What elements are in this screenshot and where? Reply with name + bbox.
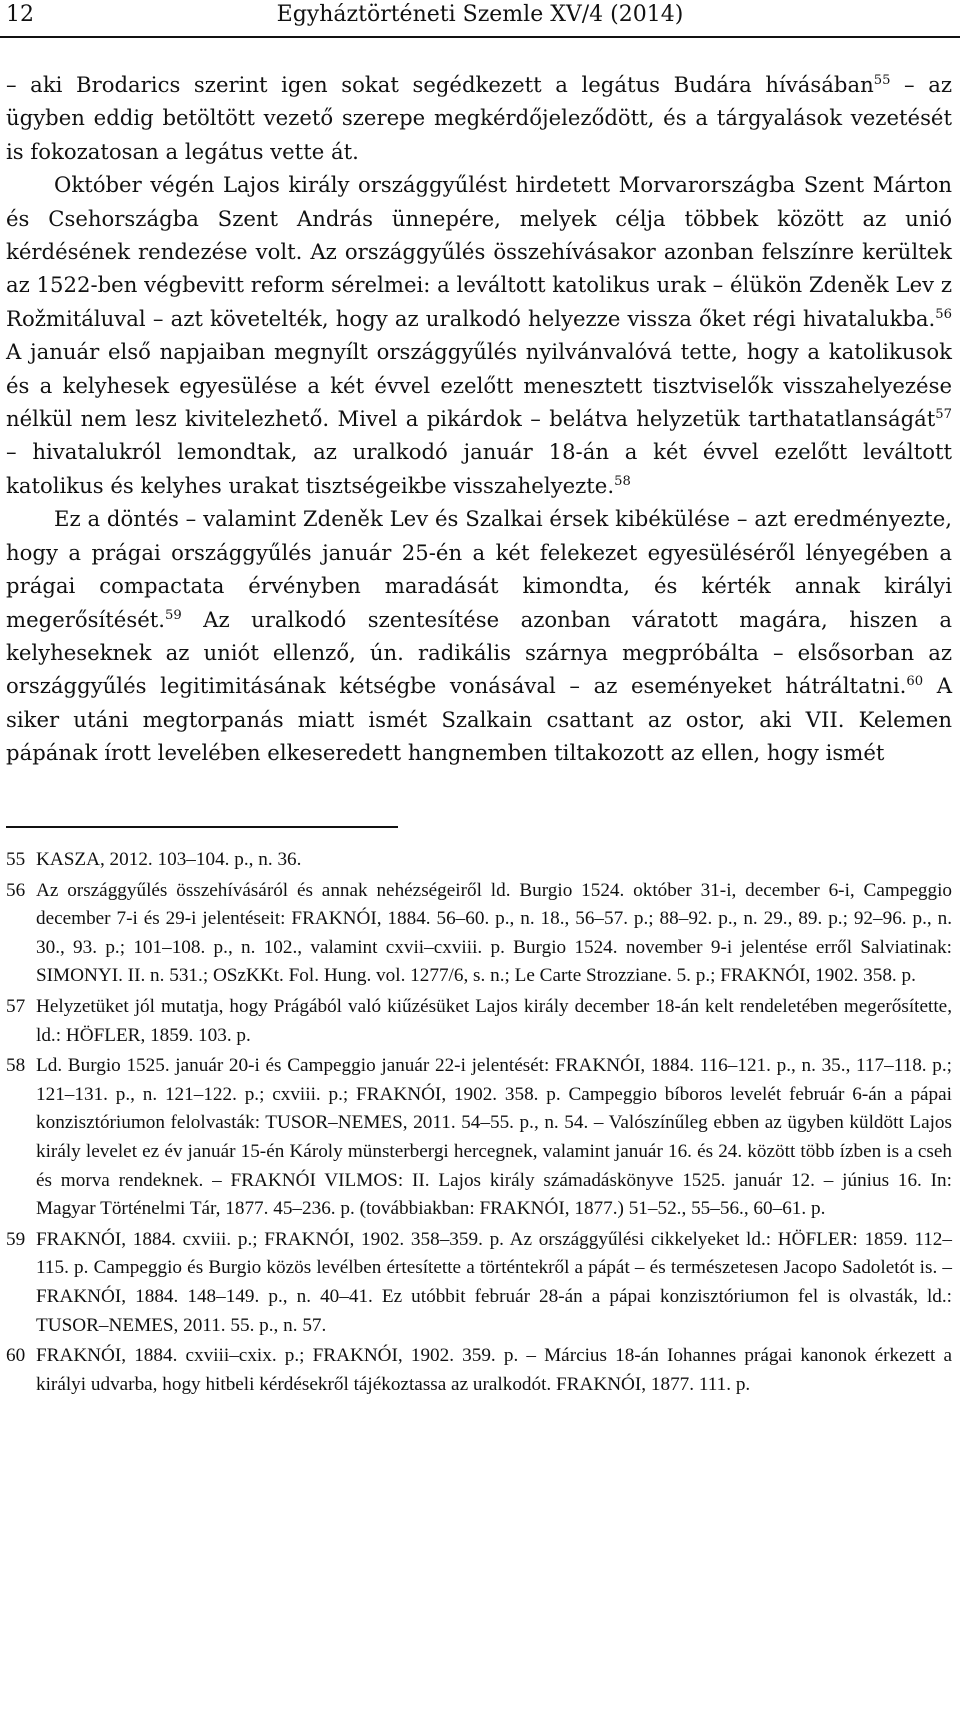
text-run: – az ügyben eddig betöltött vezető szerepe megkérdőjeleződött, és a tárgyalások vezetését is fokozatosan a legátus vette át. [6,72,953,164]
footnote-text: KASZA, 2012. 103–104. p., n. 36. [36,849,302,870]
text-run: – aki Brodarics szerint igen sokat segédkezett a legátus Budára hívásában [6,72,874,97]
header-rule [0,36,960,38]
footnote-ref-56[interactable]: 56 [935,306,952,322]
footnote-number: 59 [6,1228,26,1250]
footnote-number: 60 [6,1345,26,1367]
text-run: Ez a döntés – valamint Zdeněk Lev és Szalkai érsek kibékülése – azt eredményezte, hogy a prágai országgyűlés január 25-én a két felekezet egyesüléséről lényegében a prágai compactata érvényben maradását kimondta, és kérték annak királyi megerősítését. [6,506,952,632]
footnote-number: 55 [6,849,26,870]
main-text [6,68,952,770]
footnote-number: 57 [6,995,26,1017]
text-run: A siker utáni megtorpanás miatt ismét Szalkain csattant az ostor, aki VII. Kelemen pápának írott levelében elkeseredett hangnemben tiltakozott az ellen, hogy ismét [6,673,952,766]
footnote-item [6,1342,952,1399]
footnote-item [6,846,952,875]
text-run: – hivatalukról lemondtak, az uralkodó január 18-án a két évvel ezelőtt leváltott katolikus és kelyhes urakat tisztségeikbe visszahelyezte. [6,439,952,498]
footnote-rule [6,826,398,828]
footnote-ref-60[interactable]: 60 [906,674,924,690]
footnote-ref-58[interactable]: 58 [614,473,631,489]
footnote-text: Ld. Burgio 1525. január 20-i és Campeggio január 22-i jelentését: FRAKNÓI, 1884. 116–121. p., n. 35., 117–118. p.; 121–131. p., n. 121–122. p.; cxviii. p.; FRAKNÓI, 1902. 358. p. Campeggio bíboros levelét február 6-án a pápai konzisztóriumon felolvasták: TUSOR–NEMES, 2011. 54–55. p., n. 54. – Valószínűleg ebben az ügyben küldött Lajos király levelet ez év január 15-én Károly münsterbergi hercegnek, valamint január 16. és 24. között több ízben is a cseh és morva rendeknek. – FRAKNÓI VILMOS: II. Lajos király számadáskönyve 1525. január 12. – június 16. In: Magyar Történelmi Tár, 1877. 45–236. p. (továbbiakban: FRAKNÓI, 1877.) 51–52., 55–56., 60–61. p. [36,1055,952,1220]
journal-title: Egyháztörténeti Szemle XV/4 (2014) [276,2,684,27]
footnote-text: Az országgyűlés összehívásáról és annak nehézségeiről ld. Burgio 1524. október 31-i, december 6-i, Campeggio december 7-i és 29-i jelentéseit: FRAKNÓI, 1884. 56–60. p., n. 18., 56–57. p.; 88–92. p., n. 29., 89. p.; 92–96. p., n. 30., 93. p.; 101–108. p., n. 102., valamint cxvii–cxviii. p. Burgio 1524. november 9-i jelentése erről Salviatinak: SIMONYI. II. n. 531.; OSzKKt. Fol. Hung. vol. 1277/6, s. n.; Le Carte Strozziane. 5. p.; FRAKNÓI, 1902. 358. p. [36,879,952,987]
running-header [0,0,960,40]
footnote-item [6,993,952,1050]
footnote-ref-59[interactable]: 59 [164,607,182,623]
paragraph [6,168,952,502]
footnote-item [6,1052,952,1224]
footnote-ref-55[interactable]: 55 [873,72,891,88]
paragraph-continued [6,68,952,168]
text-run: Az uralkodó szentesítése azonban váratott magára, hiszen a kelyheseknek az uniót ellenző, ún. radikális szárnya megpróbálta – elsősorban az országgyűlés legitimitásának kétségbe vonásával – az eseményeket hátráltatni. [6,606,952,699]
footnote-text: FRAKNÓI, 1884. cxviii–cxix. p.; FRAKNÓI, 1902. 359. p. – Március 18-án Iohannes prágai kanonok érkezett a királyi udvarba, hogy hitbeli kérdésekről tájékoztassa az uralkodót. FRAKNÓI, 1877. 111. p. [36,1345,952,1395]
footnote-item [6,1226,952,1340]
footnote-item [6,877,952,991]
footnotes [6,846,952,1401]
text-run: A január első napjaiban megnyílt országgyűlés nyilvánvalóvá tette, hogy a katolikusok és a kelyhesek egyesülése a két évvel ezelőtt menesztett tisztviselők visszahelyezése nélkül nem lesz kivitelezhető. Mivel a pikárdok – belátva helyzetük tarthatatlanságát [6,339,952,432]
footnote-ref-57[interactable]: 57 [935,406,952,422]
footnote-number: 58 [6,1055,26,1077]
page-number: 12 [6,2,34,27]
footnote-text: FRAKNÓI, 1884. cxviii. p.; FRAKNÓI, 1902. 358–359. p. Az országgyűlési cikkelyeket ld.: HÖFLER: 1859. 112–115. p. Campeggio és Burgio közös levélben értesítette a történtekről a pápát – és természetesen Jacopo Sadoletót is. – FRAKNÓI, 1884. 148–149. p., n. 40–41. Ez utóbbit február 28-án a pápai konzisztóriumon fel is olvasták, ld.: TUSOR–NEMES, 2011. 55. p., n. 57. [36,1228,952,1336]
text-run: Október végén Lajos király országgyűlést hirdetett Morvarországba Szent Márton és Csehországba Szent András ünnepére, melyek célja többek között az unió kérdésének rendezése volt. Az országgyűlés összehívásakor azonban felszínre kerültek az 1522-ben végbevitt reform sérelmei: a leváltott katolikus urak – élükön Zdeněk Lev z Rožmitáluval – azt követelték, hogy az uralkodó helyezze vissza őket régi hivatalukba. [6,172,952,331]
footnote-text: Helyzetüket jól mutatja, hogy Prágából való kiűzésüket Lajos király december 18-án kelt rendeletében megerősítette, ld.: HÖFLER, 1859. 103. p. [36,995,952,1046]
footnote-number: 56 [6,879,26,901]
paragraph [6,502,952,769]
